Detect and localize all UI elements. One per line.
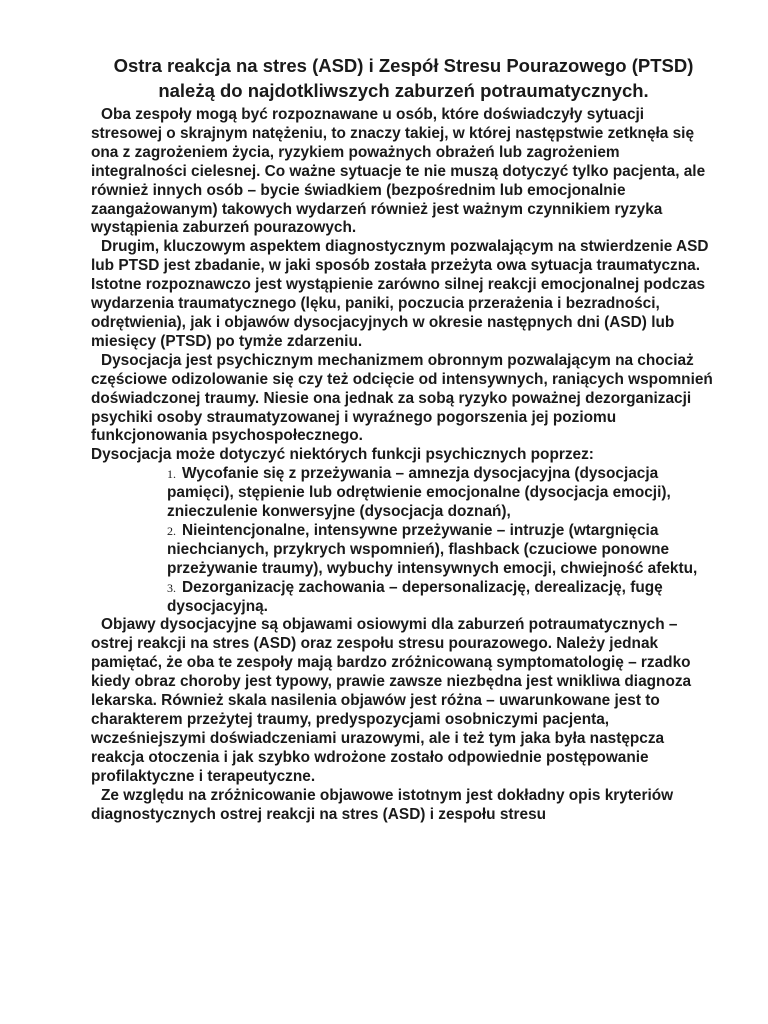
document-title: Ostra reakcja na stres (ASD) i Zespół Stresu Pourazowego (PTSD) należą do najdotkliwszych zaburzeń potraumatycznych. (113, 55, 694, 101)
dissociation-list (91, 465, 716, 616)
list-item-number: 3. (167, 580, 176, 595)
paragraph-2: Drugim, kluczowym aspektem diagnostycznym pozwalającym na stwierdzenie ASD lub PTSD jest zbadanie, w jaki sposób została przeżyta owa sytuacja traumatyczna. Istotne rozpoznawczo jest wystąpienie zarówno silnej reakcji emocjonalnej podczas wydarzenia traumatycznego (lęku, paniki, poczucia przerażenia i bezradności, odrętwienia), jak i objawów dysocjacyjnych w okresie następnych dni (ASD) lub miesięcy (PTSD) po tymże zdarzeniu. (91, 238, 709, 350)
list-item (167, 522, 716, 579)
list-item-number: 1. (167, 467, 176, 482)
paragraph-1: Oba zespoły mogą być rozpoznawane u osób, które doświadczyły sytuacji stresowej o skrajnym natężeniu, to znaczy takiej, w której następstwie zetknęła się ona z zagrożeniem życia, ryzykiem poważnych obrażeń lub zagrożeniem integralności cielesnej. Co ważne sytuacje te nie muszą dotyczyć tylko pacjenta, ale również innych osób – bycie świadkiem (bezpośrednim lub emocjonalnie zaangażowanym) takowych wydarzeń również jest ważnym czynnikiem ryzyka wystąpienia zaburzeń pourazowych. (91, 106, 706, 237)
list-item-text: Wycofanie się z przeżywania – amnezja dysocjacyjna (dysocjacja pamięci), stępienie lub odrętwienie emocjonalne (dysocjacja emocji), znieczulenie konwersyjne (dysocjacja doznań), (167, 465, 671, 521)
list-item-text: Dezorganizację zachowania – depersonalizację, derealizację, fugę dysocjacyjną. (167, 578, 663, 615)
list-item (167, 465, 716, 522)
paragraph-3-text: Dysocjacja jest psychicznym mechanizmem obronnym pozwalającym na chociaż częściowe odizolowanie się czy też odcięcie od intensywnych, raniących wspomnień doświadczonej traumy. Niesie ona jednak za sobą ryzyko poważnej dezorganizacji psychiki osoby straumatyzowanej i wyraźnego pogorszenia jej poziomu funkcjonowania psychospołecznego. (91, 351, 713, 445)
document-page (91, 53, 716, 824)
list-intro: Dysocjacja może dotyczyć niektórych funkcji psychicznych poprzez: (91, 446, 594, 464)
paragraph-4: Objawy dysocjacyjne są objawami osiowymi dla zaburzeń potraumatycznych – ostrej reakcji na stres (ASD) oraz zespołu stresu pourazowego. Należy jednak pamiętać, że oba te zespoły mają bardzo zróżnicowaną symptomatologię – rzadko kiedy obraz choroby jest typowy, prawie zawsze niezbędna jest wnikliwa diagnoza lekarska. Również skala nasilenia objawów jest różna – uwarunkowane jest to charakterem przeżytej traumy, predyspozycjami osobniczymi pacjenta, wcześniejszymi doświadczeniami urazowymi, ale i też tym jaka była następcza reakcja otoczenia i jak szybko wdrożone zostało odpowiednie postępowanie profilaktyczne i terapeutyczne. (91, 616, 692, 785)
list-item-text: Nieintencjonalne, intensywne przeżywanie – intruzje (wtargnięcia niechcianych, przykrych wspomnień), flashback (czuciowe ponowne przeżywanie traumy), wybuchy intensywnych emocji, chwiejność afektu, (167, 521, 698, 577)
list-item (167, 579, 716, 617)
list-item-number: 2. (167, 523, 176, 538)
paragraph-5: Ze względu na zróżnicowanie objawowe istotnym jest dokładny opis kryteriów diagnostycznych ostrej reakcji na stres (ASD) i zespołu stresu (91, 786, 674, 823)
paragraph-3 (91, 352, 716, 465)
